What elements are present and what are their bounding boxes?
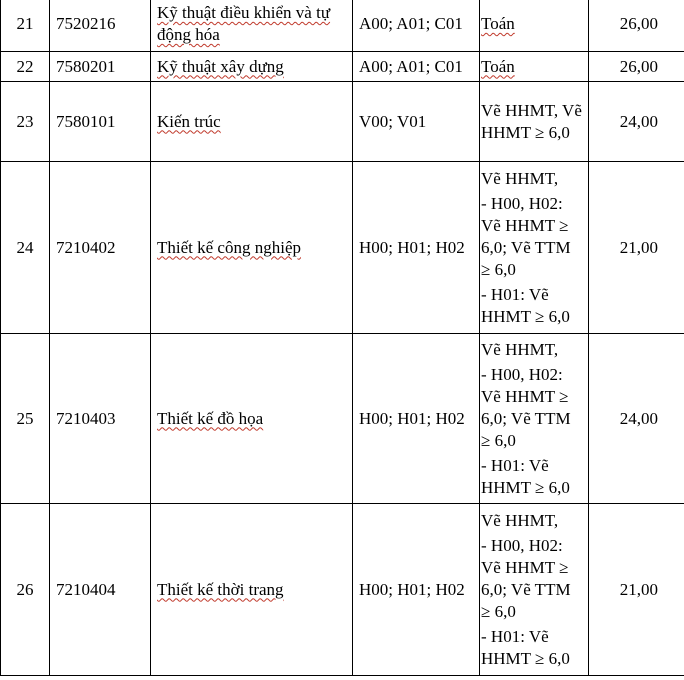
- subject-combinations: V00; V01: [353, 82, 480, 162]
- condition-line: - H01: Vẽ HHMT ≥ 6,0: [481, 455, 570, 497]
- condition-line: Vẽ HHMT, Vẽ HHMT ≥ 6,0: [481, 100, 582, 142]
- major-name: Thiết kế đồ họa: [151, 334, 353, 504]
- cutoff-score: 21,00: [589, 504, 684, 676]
- subject-combinations: A00; A01; C01: [353, 0, 480, 52]
- subject-combinations: H00; H01; H02: [353, 334, 480, 504]
- subject-combinations: A00; A01; C01: [353, 52, 480, 82]
- major-name: Thiết kế công nghiệp: [151, 162, 353, 334]
- subject-condition: [480, 162, 589, 334]
- subject-condition: [480, 334, 589, 504]
- condition-line: - H00, H02: Vẽ HHMT ≥ 6,0; Vẽ TTM ≥ 6,0: [481, 535, 571, 621]
- cutoff-score: 26,00: [589, 52, 684, 82]
- row-number: 23: [1, 82, 50, 162]
- condition-line: Vẽ HHMT,: [481, 168, 559, 188]
- cutoff-score: 24,00: [589, 82, 684, 162]
- major-code: 7520216: [50, 0, 151, 52]
- condition-line: - H01: Vẽ HHMT ≥ 6,0: [481, 626, 570, 668]
- major-name: Kỹ thuật điều khiển và tự động hóa: [151, 0, 353, 52]
- condition-line: Toán: [481, 56, 515, 76]
- row-number: 22: [1, 52, 50, 82]
- major-name: Thiết kế thời trang: [151, 504, 353, 676]
- subject-condition: [480, 504, 589, 676]
- row-number: 25: [1, 334, 50, 504]
- condition-line: Vẽ HHMT,: [481, 510, 559, 530]
- table-row: [1, 0, 684, 52]
- subject-condition: [480, 0, 589, 52]
- major-code: 7580101: [50, 82, 151, 162]
- condition-line: Toán: [481, 14, 515, 33]
- major-code: 7580201: [50, 52, 151, 82]
- subject-combinations: H00; H01; H02: [353, 162, 480, 334]
- subject-combinations: H00; H01; H02: [353, 504, 480, 676]
- major-code: 7210403: [50, 334, 151, 504]
- condition-line: - H00, H02: Vẽ HHMT ≥ 6,0; Vẽ TTM ≥ 6,0: [481, 364, 571, 450]
- row-number: 21: [1, 0, 50, 52]
- table-row: [1, 52, 684, 82]
- major-code: 7210404: [50, 504, 151, 676]
- table-row: [1, 504, 684, 676]
- condition-line: Vẽ HHMT,: [481, 339, 559, 359]
- major-name: Kiến trúc: [151, 82, 353, 162]
- table-row: [1, 82, 684, 162]
- table-row: [1, 334, 684, 504]
- major-name: Kỹ thuật xây dựng: [151, 52, 353, 82]
- condition-line: - H01: Vẽ HHMT ≥ 6,0: [481, 284, 570, 326]
- subject-condition: [480, 52, 589, 82]
- row-number: 26: [1, 504, 50, 676]
- row-number: 24: [1, 162, 50, 334]
- major-code: 7210402: [50, 162, 151, 334]
- subject-condition: [480, 82, 589, 162]
- table-row: [1, 162, 684, 334]
- cutoff-score: 24,00: [589, 334, 684, 504]
- condition-line: - H00, H02: Vẽ HHMT ≥ 6,0; Vẽ TTM ≥ 6,0: [481, 193, 571, 279]
- cutoff-score: 21,00: [589, 162, 684, 334]
- cutoff-score: 26,00: [589, 0, 684, 52]
